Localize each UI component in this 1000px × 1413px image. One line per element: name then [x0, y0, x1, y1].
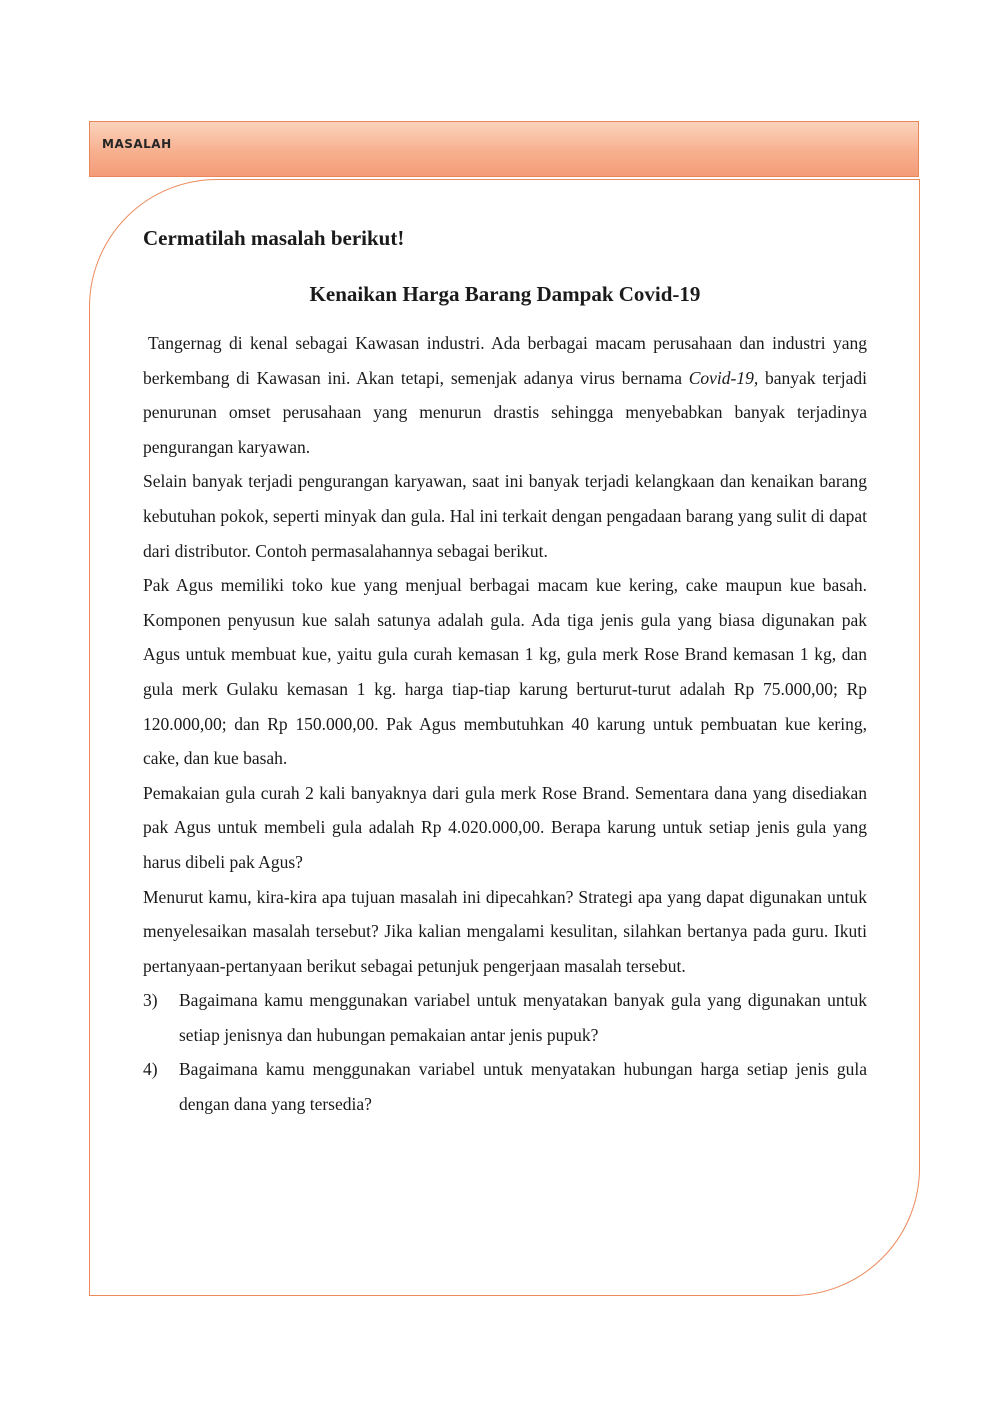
paragraph-intro-part1: Tangernag di kenal sebagai Kawasan industri. Ada berbagai macam perusahaan dan industri yang berkembang di Kawasan ini. Akan tetapi, semenjak adanya virus bernama: [143, 333, 867, 388]
question-list: [143, 983, 867, 1121]
paragraph-instructions: Menurut kamu, kira-kira apa tujuan masalah ini dipecahkan? Strategi apa yang dapat digunakan untuk menyelesaikan masalah tersebut? Jika kalian mengalami kesulitan, silahkan bertanya pada guru. Ikuti pertanyaan-pertanyaan berikut sebagai petunjuk pengerjaan masalah tersebut.: [143, 886, 867, 976]
list-item-text: Bagaimana kamu menggunakan variabel untuk menyatakan banyak gula yang digunakan untuk setiap jenisnya dan hubungan pemakaian antar jenis pupuk?: [179, 990, 867, 1045]
list-item-number: 4): [143, 1059, 158, 1080]
paragraph-intro: [143, 326, 867, 464]
list-item-number: 3): [143, 990, 158, 1011]
list-item: [143, 983, 867, 1052]
lead-heading: Cermatilah masalah berikut!: [143, 226, 405, 250]
list-item-text: Bagaimana kamu menggunakan variabel untuk menyatakan hubungan harga setiap jenis gula dengan dana yang tersedia?: [179, 1059, 867, 1115]
list-item: [143, 1052, 867, 1121]
paragraph-shortage: Selain banyak terjadi pengurangan karyawan, saat ini banyak terjadi kelangkaan dan kenaikan barang kebutuhan pokok, seperti minyak dan gula. Hal ini terkait dengan pengadaan barang yang sulit di dapat dari distributor. Contoh permasalahannya sebagai berikut.: [143, 471, 867, 561]
paragraph-intro-italic: Covid-19,: [688, 367, 759, 388]
problem-title: Kenaikan Harga Barang Dampak Covid-19: [309, 282, 701, 306]
paragraph-pak-agus: Pak Agus memiliki toko kue yang menjual berbagai macam kue kering, cake maupun kue basah. Komponen penyusun kue salah satunya adalah gula. Ada tiga jenis gula yang biasa digunakan pak Agus untuk membuat kue, yaitu gula curah kemasan 1 kg, gula merk Rose Brand kemasan 1 kg, dan gula merk Gulaku kemasan 1 kg. harga tiap-tiap karung berturut-turut adalah Rp 75.000,00; Rp 120.000,00; dan Rp 150.000,00. Pak Agus membutuhkan 40 karung untuk pembuatan kue kering, cake, dan kue basah.: [143, 575, 867, 769]
problem-content: [143, 226, 867, 1122]
paragraph-intro-part2: banyak terjadi penurunan omset perusahaan yang menurun drastis sehingga menyebabkan banyak terjadinya pengurangan karyawan.: [143, 367, 867, 457]
section-header-bar: [89, 121, 919, 177]
paragraph-question: Pemakaian gula curah 2 kali banyaknya dari gula merk Rose Brand. Sementara dana yang disediakan pak Agus untuk membeli gula adalah Rp 4.020.000,00. Berapa karung untuk setiap jenis gula yang harus dibeli pak Agus?: [143, 782, 867, 872]
section-header-label: masalah: [102, 133, 172, 153]
